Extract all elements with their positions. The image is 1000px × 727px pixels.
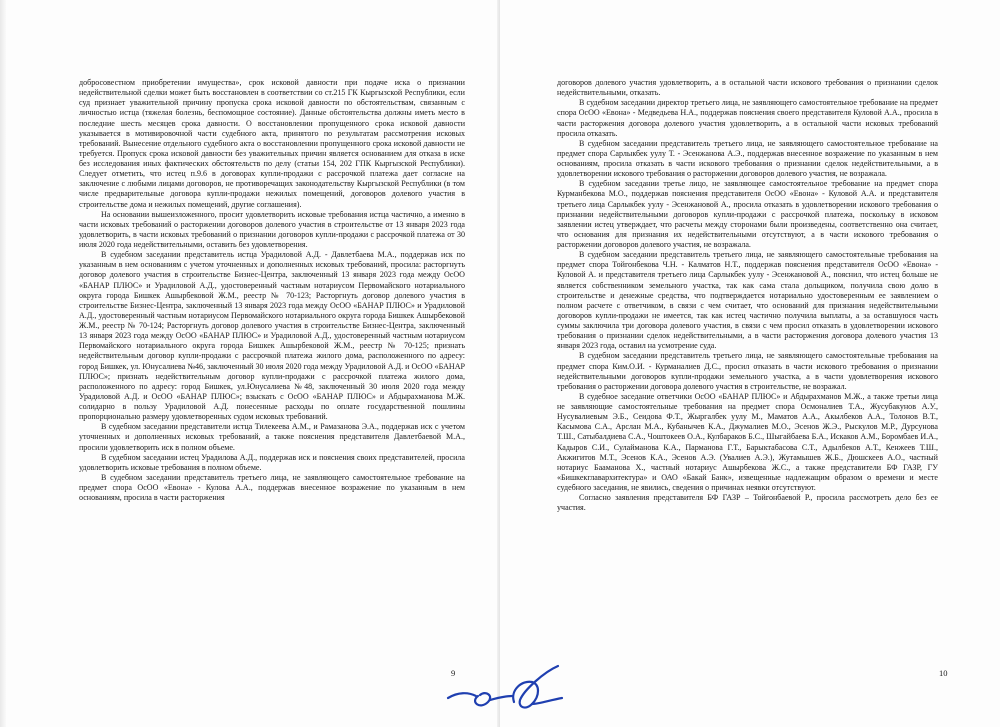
page-right (500, 0, 1000, 727)
paragraph: В судебном заседании представители истца Тилекеева А.М., и Рамазанова Э.А., поддержав иск с учетом уточненных и дополненных исковых требований, а также пояснения представителя Давлетбаевой М.А., просили удовлетворить иск в полном объеме. (79, 422, 465, 452)
paragraph: Согласно заявления представителя БФ ГАЗР – Тойгонбаевой Р., просила рассмотреть дело без ее участия. (557, 493, 938, 513)
paragraph: добросовестном приобретении имущества», срок исковой давности при подаче иска о признании недействительной сделки может быть восстановлен в соответствии со ст.215 ГК Кыргызской Республики, если суд признает уважительной причину пропуска срока исковой давности по обстоятельствам, связанным с личностью истца (тяжелая болезнь, беспомощное состояние). Данные обстоятельства должны иметь место в последние шесть месяцев срока давности. О восстановлении пропущенного срока исковой давности указывается в мотивировочной части судебного акта, принятого по результатам рассмотрения исковых требований. Вынесение отдельного судебного акта о восстановлении пропущенного срока исковой давности не требуется. Пропуск срока исковой давности без уважительных причин является основанием для отказа в иске без исследования иных фактических обстоятельств по делу (статьи 154, 202 ГПК Кыргызской Республики). Следует отметить, что истец п.9.6 в договорах купли-продажи с рассрочкой платежа дает согласие на заключение с любыми лицами договоров, не противоречащих законодательству Кыргызской Республики (в том числе предварительные договора купли-продажи нежилых помещений, договоров долевого участия в строительстве дома и нежилых помещений, другие соглашения). (79, 78, 465, 209)
page-edge (0, 0, 6, 727)
paragraph: В судебном заседании представитель третьего лица, не заявляющего самостоятельное требование на предмет спора Сарлыкбек уулу Т. - Эсенжанова А.Э., поддержав внесенное возражение по указанным в нем основаниям, просила отказать в части искового требования о признании сделок недействительными, а в удовлетворении искового требования о расторжении договоров долевого участия, не возражала. (557, 138, 938, 179)
handwritten-signature (440, 662, 590, 724)
paragraph: В судебном заседании представитель третьего лица, не заявляющего самостоятельное требование на предмет спора ОсОО «Евона» - Кулова А.А., поддержав внесенное возражение по указанным в нем основаниям, просила в части расторжения (79, 472, 465, 503)
paragraph: В судебном заседании третье лицо, не заявляющее самостоятельное требование на предмет спора Курманбекова М.О., поддержав пояснения представителя ОсОО «Евона» - Куловой А.А. и представителя третьего лица Сарлыкбек уулу - Эсенжановой А., просила отказать в удовлетворении искового требования о признании недействительными договоров купли-продажи с рассрочкой платежа, поскольку в исковом заявлении истец утверждает, что расчеты между сторонами были произведены, соответственно она считает, что основания для признания их недействительными отсутствуют, а в части искового требования о расторжении договоров долевого участия, не возражала. (557, 179, 938, 249)
right-page-text (557, 78, 938, 513)
paragraph: договоров долевого участия удовлетворить, а в остальной части искового требования о признании сделок недействительными, отказать. (557, 78, 938, 98)
paragraph: На основании вышеизложенного, просит удовлетворить исковые требования истца частично, а именно в части исковых требований о расторжении договоров долевого участия в строительстве от 13 января 2023 года удовлетворить, в части исковых требований о признании договоров купли-продажи с рассрочкой платежа от 30 июля 2020 года недействительными, оставить без удовлетворения. (79, 209, 465, 249)
paragraph: В судебное заседание ответчики ОсОО «БАНАР ПЛЮС» и Абдырахманов М.Ж., а также третьи лица не заявляющие самостоятельные требования на предмет спора Осмоналиев Т.А., Жусубакунов А.У., Нусувалиевым Э.Б., Сеидова Ф.Т., Жыргалбек уулу М., Маматов А.А., Акылбеков А.А., Толонов В.Т., Касымова С.А., Арслан М.А., Кубанычев К.А., Джумалиев М.О., Эсенов Ж.Э., Рыскулов М.Р., Дурсунова Т.Ш., Сатыбалдиева С.А., Чоштокеев О.А., Кулбараков Б.С., Шыгайбаева Б.А., Искаков А.М., Боромбаев И.А., Кадыров С.И., Сулайманова К.А., Парманова Г.Т., Барыктабасова С.Т., Адылбеков А.Т., Кенжеев Т.Ш., Акжигитов М.Т., Эсенов К.А., Эсенов А.Э. (Увалиев А.Э.), Жутамышев Ж.Б., Дюшскеев А.О., частный нотариус Бааманова Х., частный нотариус Ашырбекова Ж.С., а также представители БФ ГАЗР, ГУ «Бишкекглавархитектура» и ОАО «Бакай Банк», извещенные надлежащим образом о времени и месте судебного заседания, не явились, сведения о причинах неявки отсутствуют. (557, 391, 938, 492)
paragraph: В судебном заседании представитель третьего лица, не заявляющего самостоятельные требования на предмет спора Ким.О.И. - Курманалиев Д.С., просил отказать в части искового требования о признании недействительными договоров купли-продажи земельного участка, а в части удовлетворения искового требования о расторжении договора долевого участия в строительстве, не возражал. (557, 351, 938, 391)
paragraph: В судебном заседании представитель третьего лица, не заявляющего самостоятельные требования на предмет спора Тойгонбекова Ч.Н. - Калматов Н.Т., поддержав пояснения представителя ОсОО «Евона» - Куловой А. и представителя третьего лица Сарлыкбек уулу - Эсенжановой А., пояснил, что истец больше не является собственником земельного участка, так как сама стала дольщиком, получила свою долю в строительстве и денежные средства, что подтверждается нотариально удостоверенным ее заявлением о полном расчете с ответчиком, в связи с чем считает, что оснований для признания недействительными договоров купли-продажи не имеется, так как истец частично получила выплаты, а за оставшуюся часть суммы заключила три договора долевого участия, в связи с чем просил отказать в удовлетворении искового требования о признании сделок недействительными, а в части расторжения договора долевого участия 13 января 2023 года, оставил на усмотрение суда. (557, 250, 938, 351)
page-number: 10 (939, 668, 948, 678)
paragraph: В судебном заседании директор третьего лица, не заявляющего самостоятельное требование на предмет спора ОсОО «Евона» - Медведьева Н.А., поддержав пояснения своего представителя Куловой А.А., просила в части расторжения договора долевого участия удовлетворить, а в остальной части исковых требований просила отказать. (557, 98, 938, 138)
paragraph: В судебном заседании истец Урадилова А.Д., поддержав иск и пояснения своих представителей, просила удовлетворить исковые требования в полном объеме. (79, 452, 465, 472)
paragraph: В судебном заседании представитель истца Урадиловой А.Д. - Давлетбаева М.А., поддержав иск по указанным в нем основаниям с учетом уточненных и дополненных исковых требований, просила: расторгнуть договор долевого участия в строительстве Бизнес-Центра, заключенный 13 января 2023 года между ОсОО «БАНАР ПЛЮС» и Урадиловой А.Д., удостоверенный частным нотариусом Первомайского нотариального округа города Бишкек Ашырбековой Ж.М., реестр № 70-123; Расторгнуть договор долевого участия в строительстве Бизнес-Центра, заключенный 13 января 2023 года между ОсОО «БАНАР ПЛЮС» и Урадиловой А.Д., удостоверенный частным нотариусом Первомайского нотариального округа города Бишкек Ашырбековой Ж.М., реестр № 70-124; Расторгнуть договор долевого участия в строительстве Бизнес-Центра, заключенный 13 января 2023 года между ОсОО «БАНАР ПЛЮС» и Урадиловой А.Д., удостоверенный частным нотариусом Первомайского нотариального округа города Бишкек Ашырбековой Ж.М., реестр № 70-125; признать недействительным договор купли-продажи с рассрочкой платежа жилого дома, расположенного по адресу: город Бишкек, ул. Юнусалиева №46, заключенный 30 июля 2020 года между Урадиловой А.Д. и ОсОО «БАНАР ПЛЮС»; признать недействительным договор купли-продажи с рассрочкой платежа жилого дома, расположенного по адресу: город Бишкек, ул.Юнусалиева №48, заключенный 30 июля 2020 года между Урадиловой А.Д. и ОсОО «БАНАР ПЛЮС»; взыскать с ОсОО «БАНАР ПЛЮС» и Абдырахманова М.Ж. солидарно в пользу Урадиловой А.Д. понесенные расходы по оплате государственной пошлины пропорционально размеру удовлетворенных судом исковых требований. (79, 250, 465, 422)
page-number: 9 (451, 668, 456, 678)
left-page-text (79, 78, 465, 503)
